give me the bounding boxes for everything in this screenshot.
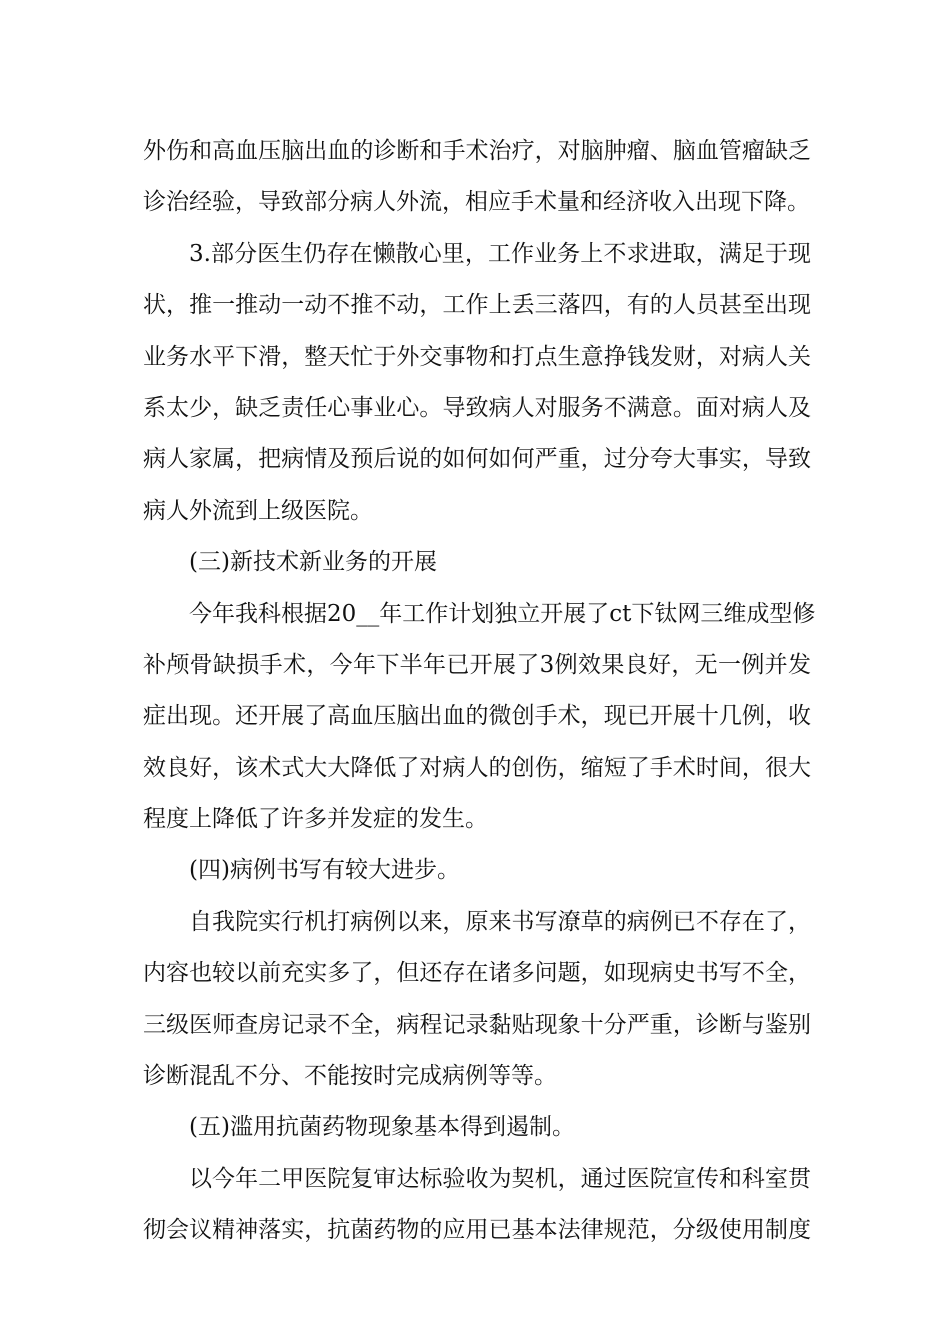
text-line: 病人外流到上级医院。 — [143, 497, 373, 524]
text-line: 诊断混乱不分、不能按时完成病例等等。 — [143, 1063, 557, 1090]
text-line: 诊治经验，导致部分病人外流，相应手术量和经济收入出现下降。 — [143, 189, 810, 216]
text-line: 外伤和高血压脑出血的诊断和手术治疗，对脑肿瘤、脑血管瘤缺乏 — [143, 138, 811, 164]
section-heading: (四)病例书写有较大进步。 — [189, 857, 460, 884]
text-line: 症出现。还开展了高血压脑出血的微创手术，现已开展十几例，收 — [143, 703, 811, 730]
text-line: 内容也较以前充实多了，但还存在诸多问题，如现病史书写不全， — [143, 960, 811, 987]
text-line: 程度上降低了许多并发症的发生。 — [143, 806, 488, 833]
text-line: 自我院实行机打病例以来，原来书写潦草的病例已不存在了， — [189, 908, 811, 935]
text-line: 病人家属，把病情及预后说的如何如何严重，过分夸大事实，导致 — [143, 446, 811, 473]
text-line: 系太少，缺乏责任心事业心。导致病人对服务不满意。面对病人及 — [143, 394, 811, 421]
document-body — [143, 126, 816, 1257]
text-line: 状，推一推动一动不推不动，工作上丢三落四，有的人员甚至出现 — [143, 292, 811, 319]
text-line: 业务水平下滑，整天忙于外交事物和打点生意挣钱发财，对病人关 — [143, 343, 811, 370]
text-line: 效良好，该术式大大降低了对病人的创伤，缩短了手术时间，很大 — [143, 754, 811, 781]
section-heading: (三)新技术新业务的开展 — [189, 549, 437, 576]
text-line: 3.部分医生仍存在懒散心里，工作业务上不求进取，满足于现 — [189, 240, 811, 267]
text-line: 今年我科根据20__年工作计划独立开展了ct下钛网三维成型修 — [189, 600, 816, 627]
section-heading: (五)滥用抗菌药物现象基本得到遏制。 — [189, 1114, 575, 1141]
text-line: 彻会议精神落实，抗菌药物的应用已基本法律规范，分级使用制度 — [143, 1217, 811, 1244]
text-line: 三级医师查房记录不全，病程记录黏贴现象十分严重，诊断与鉴别 — [143, 1011, 811, 1038]
text-line: 以今年二甲医院复审达标验收为契机，通过医院宣传和科室贯 — [189, 1165, 811, 1192]
text-line: 补颅骨缺损手术，今年下半年已开展了3例效果良好，无一例并发 — [143, 651, 811, 678]
